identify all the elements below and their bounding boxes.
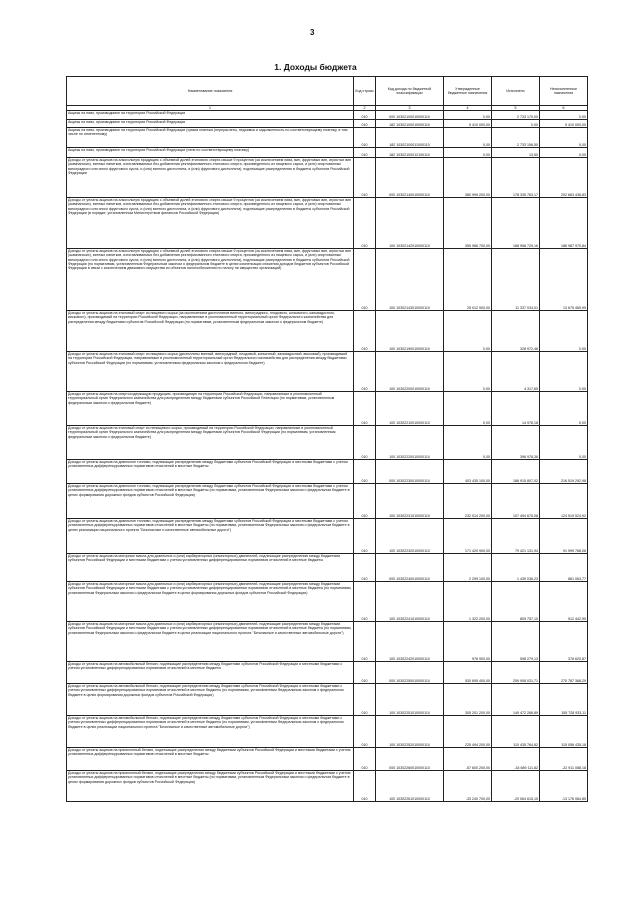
row-unexecuted: 202 663 436,83: [540, 158, 588, 198]
header-kbk: Код дохода по бюджетной классификации: [376, 77, 444, 106]
row-executed: 149 472 266,89: [492, 684, 540, 716]
table-row: [67, 148, 588, 158]
row-kbk: 182 10302100010000110: [376, 120, 444, 128]
column-number: 2: [354, 106, 376, 111]
row-code: 010: [354, 128, 376, 148]
row-approved: 305 201 200,00: [444, 684, 492, 716]
row-kbk: 100 10302232010000110: [376, 519, 444, 554]
table-row: [67, 111, 588, 120]
row-executed: 2 733 156,50: [492, 128, 540, 148]
table-row: [67, 128, 588, 148]
row-approved: -57 600 200,00: [444, 748, 492, 771]
row-executed: 178 335 763,17: [492, 158, 540, 198]
row-executed: 396 978,36: [492, 426, 540, 460]
row-kbk: 100 10302142010000110: [376, 198, 444, 249]
row-kbk: 100 10302210010000110: [376, 392, 444, 426]
row-executed: 598 279,13: [492, 622, 540, 662]
row-name: Доходы от уплаты акцизов на дизельное топливо, подлежащие распределению между бюджетами субъектов Российской Федерации и местными бюджетами с учетом установленных дифференцированных нормативов отчислений в местные бюджеты: [67, 460, 354, 484]
row-kbk: 000 10302260010000110: [376, 748, 444, 771]
header-code: Код строки: [354, 77, 376, 106]
row-approved: -33 240 700,00: [444, 771, 492, 802]
table-row: [67, 771, 588, 802]
column-number: 4: [444, 106, 492, 111]
row-executed: 107 494 675,08: [492, 484, 540, 519]
row-kbk: 100 10302220010000110: [376, 426, 444, 460]
table-row: [67, 622, 588, 662]
row-name: Доходы от уплаты акцизов на автомобильный бензин, подлежащие распределению между бюджетами субъектов Российской Федерации и местными бюджетами с учетом установленных дифференцированных нормативов отчислений в местные бюджеты: [67, 662, 354, 684]
row-unexecuted: 186 987 970,84: [540, 198, 588, 249]
row-approved: 0,00: [444, 148, 492, 158]
row-code: 010: [354, 120, 376, 128]
row-kbk: 100 10302252010000110: [376, 716, 444, 748]
row-code: 010: [354, 311, 376, 352]
row-executed: 186 915 807,02: [492, 460, 540, 484]
row-name: Доходы от уплаты акцизов на автомобильный бензин, подлежащие распределению между бюджетами субъектов Российской Федерации и местными бюджетами с учетом установленных дифференцированных нормативов отчислений в местные бюджеты (по нормативам, установленным Федеральным законом о федеральном бюджете в целях реализации национального проекта "Безопасные и качественные автомобильные дороги"): [67, 716, 354, 748]
row-code: 010: [354, 519, 376, 554]
row-name: Акцизы на пиво, производимое на территории Российской Федерации (сумма платежа (перерасчеты, недоимка и задолженность по соответствующему платежу, в том числе по отмененному): [67, 128, 354, 148]
row-name: Доходы от уплаты акцизов на моторные масла для дизельных и (или) карбюраторных (инжекторных) двигателей, подлежащие распределению между бюджетами субъектов Российской Федерации и местными бюджетами с учетом установленных дифференцированных нормативов отчислений в местные бюджеты: [67, 554, 354, 582]
row-executed: 110 435 764,82: [492, 716, 540, 748]
row-unexecuted: 0,00: [540, 111, 588, 120]
table-row: [67, 460, 588, 484]
row-unexecuted: 0,00: [540, 392, 588, 426]
table-row: [67, 352, 588, 392]
row-approved: 225 494 200,00: [444, 716, 492, 748]
table-row: [67, 198, 588, 249]
table-row: [67, 426, 588, 460]
row-name: Акцизы на пиво, производимое на территории Российской Федерации: [67, 111, 354, 120]
table-row: [67, 554, 588, 582]
row-approved: 976 900,00: [444, 622, 492, 662]
row-executed: 11 337 034,01: [492, 249, 540, 311]
table-row: [67, 120, 588, 128]
row-kbk: 100 10302143010000110: [376, 249, 444, 311]
header-row: [67, 77, 588, 106]
row-approved: 0,00: [444, 128, 492, 148]
row-unexecuted: 0,00: [540, 311, 588, 352]
row-unexecuted: -13 176 084,85: [540, 771, 588, 802]
row-kbk: 100 10302241010000110: [376, 582, 444, 622]
column-number: 1: [67, 106, 354, 111]
row-code: 010: [354, 554, 376, 582]
row-kbk: 000 10302240010000110: [376, 554, 444, 582]
row-unexecuted: 378 620,87: [540, 622, 588, 662]
row-approved: 355 986 700,00: [444, 198, 492, 249]
row-executed: -20 064 615,15: [492, 771, 540, 802]
row-approved: 0,00: [444, 392, 492, 426]
table-row: [67, 484, 588, 519]
row-unexecuted: 124 519 524,92: [540, 484, 588, 519]
row-kbk: 000 10302250010000110: [376, 662, 444, 684]
row-kbk: 100 10302200010000110: [376, 352, 444, 392]
row-unexecuted: 0,00: [540, 426, 588, 460]
row-name: Доходы от уплаты акцизов на прямогонный бензин, подлежащие распределению между бюджетами субъектов Российской Федерации и местными бюджетами с учетом установленных дифференцированных нормативов отчислений в местные бюджеты (по нормативам, установленным Федеральным законом о федеральном бюджете в целях формирования дорожных фондов субъектов Российской Федерации): [67, 771, 354, 802]
row-executed: 809 757,10: [492, 582, 540, 622]
row-executed: 2 733 170,00: [492, 111, 540, 120]
row-name: Доходы от уплаты акцизов на этиловый спирт из пищевого сырья (дистилляты винный, виноградный, плодовый, коньячный, кальвадосный, висковый), производимый на территории Российской Федерации, направляемые в уполномоченный территориальный орган Федерального казначейства для распределения между бюджетами субъектов Российской Федерации (по нормативам, установленным федеральным законом о федеральном бюджете): [67, 352, 354, 392]
table-row: [67, 249, 588, 311]
row-code: 010: [354, 771, 376, 802]
table-row: [67, 582, 588, 622]
row-name: Доходы от уплаты акцизов на этиловый спирт из непищевого сырья, производимый на территории Российской Федерации, направляемые в уполномоченный территориальный орган Федерального казначейства для распределения между бюджетами субъектов Российской Федерации (по нормативам, установленным федеральным законом о федеральном бюджете): [67, 426, 354, 460]
row-kbk: 100 10302242010000110: [376, 622, 444, 662]
column-number: 5: [492, 106, 540, 111]
row-code: 010: [354, 460, 376, 484]
page-number: 3: [310, 28, 315, 37]
row-kbk: 182 10302100012100110: [376, 148, 444, 158]
row-unexecuted: -22 911 088,18: [540, 748, 588, 771]
table-row: [67, 392, 588, 426]
row-code: 010: [354, 198, 376, 249]
row-kbk: 182 10302100011000110: [376, 128, 444, 148]
row-kbk: 000 10302230010000110: [376, 460, 444, 484]
row-approved: 0,00: [444, 352, 492, 392]
row-name: Акцизы на пиво, производимое на территории Российской Федерации (пени по соответствующему платежу): [67, 148, 354, 158]
table-row: [67, 158, 588, 198]
row-kbk: 100 10302261010000110: [376, 771, 444, 802]
row-code: 010: [354, 392, 376, 426]
row-code: 010: [354, 622, 376, 662]
row-name: Доходы от уплаты акцизов на автомобильный бензин, подлежащие распределению между бюджетами субъектов Российской Федерации и местными бюджетами с учетом установленных дифференцированных нормативов отчислений в местные бюджеты (по нормативам, установленным Федеральным законом о федеральном бюджете в целях формирования дорожных фондов субъектов Российской Федерации): [67, 684, 354, 716]
row-approved: 232 014 200,00: [444, 484, 492, 519]
document-title: 1. Доходы бюджета: [274, 62, 357, 72]
row-code: 010: [354, 582, 376, 622]
row-name: Доходы от уплаты акцизов на алкогольную продукцию с объемной долей этилового спирта свыше 9 процентов (за исключением пива, вин, фруктовых вин, игристых вин (шампанских), винных напитков, изготавливаемых без добавления ректификованного этилового спирта, произведенного из пищевого сырья, и (или) спиртованных виноградного или иного фруктового сусла, и (или) винного дистиллята, и (или) фруктового дистиллята), подлежащие распределению в бюджеты субъектов Российской Федерации (по нормативам, установленным Федеральным законом о федеральном бюджете в целях компенсации снижения доходов бюджетов субъектов Российской Федерации в связи с исключением движимого имущества из объектов налогообложения по налогу на имущество организаций): [67, 249, 354, 311]
table-row: [67, 716, 588, 748]
row-name: Доходы от уплаты акцизов на этиловый спирт из пищевого сырья (за исключением дистиллятов винного, виноградного, плодового, коньячного, кальвадосного, вискового), производимый на территории Российской Федерации, направляемые в уполномоченный территориальный орган Федерального казначейства для распределения между бюджетами субъектов Российской Федерации (по нормативам, установленным федеральным законом о федеральном бюджете): [67, 311, 354, 352]
row-code: 010: [354, 148, 376, 158]
row-name: Доходы от уплаты акцизов на дизельное топливо, подлежащие распределению между бюджетами субъектов Российской Федерации и местными бюджетами с учетом установленных дифференцированных нормативов отчислений в местные бюджеты (по нормативам, установленным Федеральным законом о федеральном бюджете в целях формирования дорожных фондов субъектов Российской Федерации): [67, 484, 354, 519]
row-unexecuted: 270 787 368,29: [540, 662, 588, 684]
row-approved: 1 322 200,00: [444, 582, 492, 622]
row-kbk: 000 10302100010000110: [376, 111, 444, 120]
row-unexecuted: 512 442,90: [540, 582, 588, 622]
row-executed: 328 972,46: [492, 311, 540, 352]
row-name: Доходы от уплаты акцизов на моторные масла для дизельных и (или) карбюраторных (инжекторных) двигателей, подлежащие распределению между бюджетами субъектов Российской Федерации и местными бюджетами с учетом установленных дифференцированных нормативов отчислений в местные бюджеты (по нормативам, установленным Федеральным законом о федеральном бюджете в целях реализации национального проекта "Безопасные и качественные автомобильные дороги"): [67, 622, 354, 662]
row-approved: 25 012 500,00: [444, 249, 492, 311]
row-name: Доходы от уплаты акцизов на алкогольную продукцию с объемной долей этилового спирта свыше 9 процентов (за исключением пива, вин, фруктовых вин, игристых вин (шампанских), винных напитков, изготавливаемых без добавления ректификованного этилового спирта, произведенного из пищевого сырья, и (или) спиртованных виноградного или иного фруктового сусла, и (или) винного дистиллята, и (или) фруктового дистиллята), подлежащие распределению в бюджеты субъектов Российской Федерации (в порядке, установленном Министерством финансов Российской Федерации): [67, 198, 354, 249]
row-name: Доходы от уплаты акцизов на моторные масла для дизельных и (или) карбюраторных (инжекторных) двигателей, подлежащие распределению между бюджетами субъектов Российской Федерации и местными бюджетами с учетом установленных дифференцированных нормативов отчислений в местные бюджеты (по нормативам, установленным Федеральным законом о федеральном бюджете в целях формирования дорожных фондов субъектов Российской Федерации): [67, 582, 354, 622]
row-unexecuted: 216 519 292,98: [540, 460, 588, 484]
header-executed: Исполнено: [492, 77, 540, 106]
row-approved: 171 420 900,00: [444, 519, 492, 554]
row-code: 010: [354, 249, 376, 311]
row-approved: 0,00: [444, 311, 492, 352]
row-unexecuted: 861 063,77: [540, 554, 588, 582]
row-executed: 1 439 036,23: [492, 554, 540, 582]
row-approved: 380 999 200,00: [444, 158, 492, 198]
row-name: Доходы от уплаты акцизов на прямогонный бензин, подлежащие распределению между бюджетами субъектов Российской Федерации и местными бюджетами с учетом установленных дифференцированных нормативов отчислений в местные бюджеты: [67, 748, 354, 771]
row-code: 010: [354, 716, 376, 748]
table-row: [67, 519, 588, 554]
row-code: 010: [354, 662, 376, 684]
budget-income-table: [66, 76, 588, 802]
row-unexecuted: 5 410 000,00: [540, 120, 588, 128]
row-executed: 4 317,65: [492, 352, 540, 392]
row-code: 010: [354, 158, 376, 198]
row-kbk: 100 10302251010000110: [376, 684, 444, 716]
row-code: 010: [354, 748, 376, 771]
header-approved: Утвержденные бюджетные назначения: [444, 77, 492, 106]
header-unexecuted: Неисполненные назначения: [540, 77, 588, 106]
row-approved: 403 435 100,00: [444, 460, 492, 484]
row-code: 010: [354, 484, 376, 519]
header-name: Наименование показателя: [67, 77, 354, 106]
row-approved: 5 410 000,00: [444, 120, 492, 128]
table-row: [67, 684, 588, 716]
row-unexecuted: 0,00: [540, 148, 588, 158]
row-unexecuted: 0,00: [540, 352, 588, 392]
row-approved: 2 299 100,00: [444, 554, 492, 582]
row-code: 010: [354, 684, 376, 716]
row-executed: 79 421 131,94: [492, 519, 540, 554]
table-body: [67, 111, 588, 802]
row-executed: 0,00: [492, 120, 540, 128]
row-approved: 0,00: [444, 111, 492, 120]
row-unexecuted: 0,00: [540, 128, 588, 148]
row-unexecuted: 13 675 465,99: [540, 249, 588, 311]
row-name: Доходы от уплаты акцизов на алкогольную продукцию с объемной долей этилового спирта свыше 9 процентов (за исключением пива, вин, фруктовых вин, игристых вин (шампанских), винных напитков, изготавливаемых без добавления ректификованного этилового спирта, произведенного из пищевого сырья, и (или) спиртованных виноградного или иного фруктового сусла, и (или) винного дистиллята, и (или) фруктового дистиллята), подлежащие распределению в бюджеты субъектов Российской Федерации: [67, 158, 354, 198]
table-row: [67, 311, 588, 352]
row-executed: 168 958 729,16: [492, 198, 540, 249]
row-code: 010: [354, 426, 376, 460]
row-unexecuted: 155 728 933,11: [540, 684, 588, 716]
row-kbk: 100 10302231010000110: [376, 484, 444, 519]
column-number: 3: [376, 106, 444, 111]
row-approved: 530 695 400,00: [444, 662, 492, 684]
row-name: Доходы от уплаты акцизов на спиртосодержащую продукцию, производимую на территории Российской Федерации, направляемые в уполномоченный территориальный орган Федерального казначейства для распределения между бюджетами субъектов Российской Federации (по нормативам, установленным федеральным законом о федеральном бюджете): [67, 392, 354, 426]
column-number: 6: [540, 106, 588, 111]
row-executed: 13,50: [492, 148, 540, 158]
row-approved: 0,00: [444, 426, 492, 460]
row-name: Акцизы на пиво, производимое на территории Российской Федерации: [67, 120, 354, 128]
row-executed: 259 908 031,71: [492, 662, 540, 684]
row-name: Доходы от уплаты акцизов на дизельное топливо, подлежащие распределению между бюджетами субъектов Российской Федерации и местными бюджетами с учетом установленных дифференцированных нормативов отчислений в местные бюджеты (по нормативам, установленным Федеральным законом о федеральном бюджете в целях реализации национального проекта "Безопасные и качественные автомобильные дороги"): [67, 519, 354, 554]
row-kbk: 100 10302190010000110: [376, 311, 444, 352]
row-unexecuted: 91 999 768,06: [540, 519, 588, 554]
row-executed: -34 689 111,82: [492, 748, 540, 771]
row-kbk: 000 10302140010000110: [376, 158, 444, 198]
row-executed: 14 976,18: [492, 392, 540, 426]
row-code: 010: [354, 352, 376, 392]
row-unexecuted: 115 058 435,18: [540, 716, 588, 748]
row-code: 010: [354, 111, 376, 120]
table-row: [67, 748, 588, 771]
table-row: [67, 662, 588, 684]
